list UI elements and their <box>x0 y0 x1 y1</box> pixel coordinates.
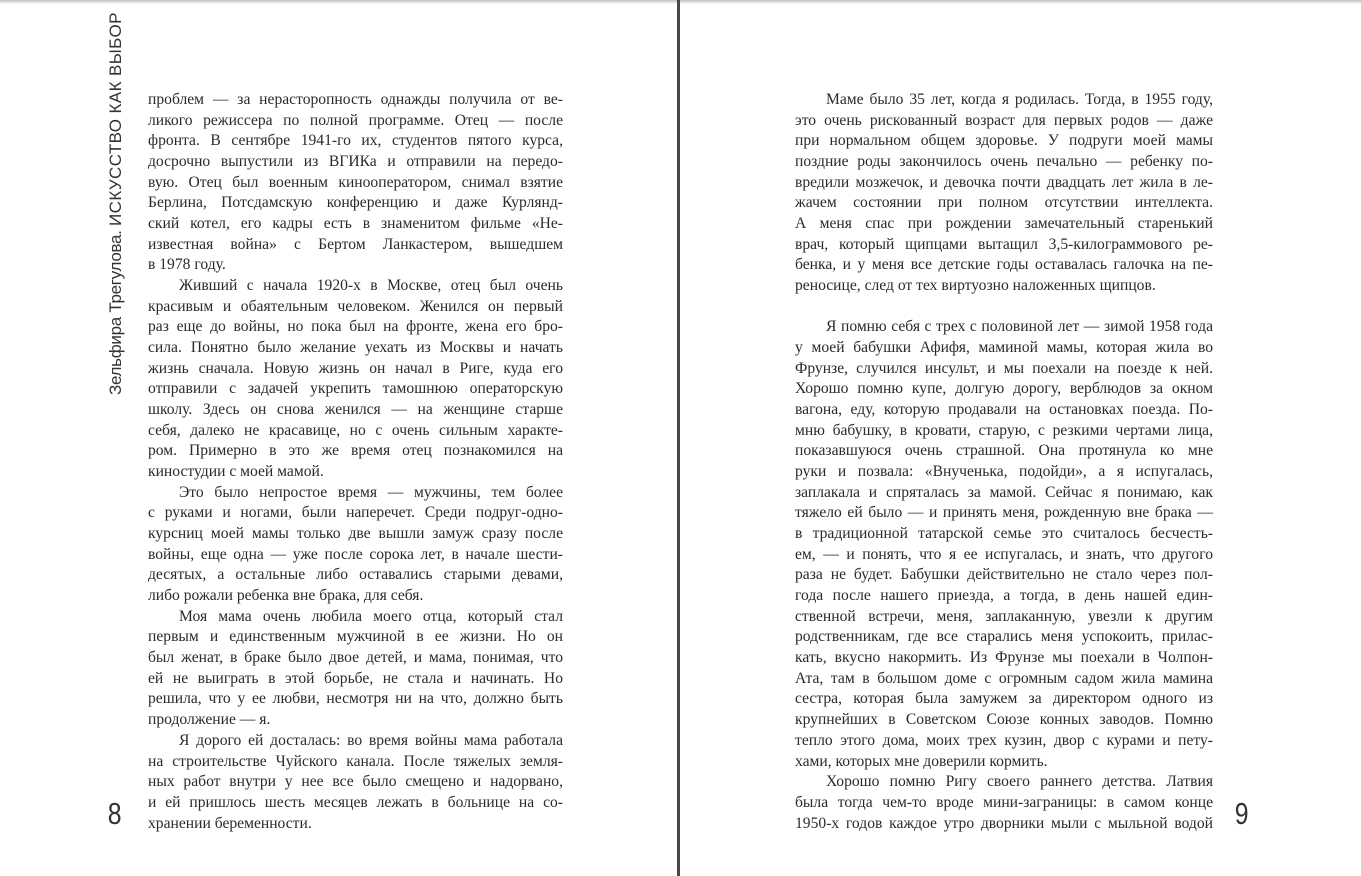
text-line: года после нашего приезда, а тогда, в день нашей един- <box>795 587 1213 605</box>
text-line: Хорошо помню Ригу своего раннего детства. Латвия <box>826 773 1213 791</box>
page-number-right: 9 <box>1234 796 1249 831</box>
text-line: показавшуюся очень страшной. Она протянула ко мне <box>795 442 1213 460</box>
paragraph <box>795 317 1213 772</box>
text-line: вредили мозжечок, и девочка почти двадцать лет жила в ле- <box>795 173 1213 191</box>
text-line: Живший с начала 1920-х в Москве, отец был очень <box>179 277 563 295</box>
right-page <box>680 0 1361 876</box>
text-line: и ей пришлось шесть месяцев лежать в больнице на со- <box>148 793 563 811</box>
text-line: известная война» с Бертом Ланкастером, вышедшем <box>148 235 563 253</box>
text-line: кать, вкусно накормить. Из Фрунзе мы поехали в Чолпон- <box>795 649 1213 667</box>
text-line: ликого режиссера по полной программе. Отец — после <box>148 111 563 129</box>
text-line: Это было непростое время — мужчины, тем более <box>179 483 563 501</box>
left-page <box>0 0 677 876</box>
text-line: Фрунзе, случился инсульт, и мы поехали на поезде к ней. <box>795 359 1213 377</box>
text-line: ский котел, его кадры есть в знаменитом фильме «Не- <box>148 215 563 233</box>
text-line: руки и позвала: «Внученька, подойди», а я испугалась, <box>795 463 1213 481</box>
text-line: был женат, в браке было двое детей, и мама, понимая, что <box>148 649 563 667</box>
running-head-title: ИСКУССТВО КАК ВЫБОР <box>106 12 125 226</box>
paragraph <box>148 276 563 483</box>
text-line: ем, — и понять, что я ее испугалась, и знать, что другого <box>795 545 1213 563</box>
text-line: бенка, и у меня все детские годы оставалась галочка на пе- <box>795 256 1213 274</box>
text-line: Я помню себя с трех с половиной лет — зимой 1958 года <box>826 318 1213 336</box>
text-line: десятых, а остальные либо оставались старыми девами, <box>148 566 563 584</box>
paragraph <box>148 607 563 731</box>
text-line: раз еще до войны, но пока был на фронте, жена его бро- <box>148 318 563 336</box>
text-line: Маме было 35 лет, когда я родилась. Тогда, в 1955 году, <box>826 91 1213 108</box>
text-line: это очень рискованный возраст для первых родов — даже <box>795 111 1213 129</box>
running-head <box>106 12 126 395</box>
text-line: хами, которых мне доверили кормить. <box>795 752 1048 770</box>
paragraph <box>148 90 563 276</box>
text-line: первым и единственным мужчиной в ее жизни. Но он <box>148 628 563 646</box>
text-line: себя, далеко не красавице, но с очень сильным характе- <box>148 421 563 439</box>
text-line: Я дорого ей досталась: во время войны мама работала <box>179 731 563 749</box>
text-line: продолжение — я. <box>148 711 271 729</box>
text-line: поздние роды закончилось очень печально — ребенку по- <box>795 153 1213 171</box>
text-line: сила. Понятно было желание уехать из Москвы и начать <box>148 339 563 357</box>
text-line: отправили с задачей укрепить тамошнюю операторскую <box>148 380 563 398</box>
running-head-author: Зельфира Трегулова. <box>106 230 125 395</box>
paragraph <box>148 483 563 607</box>
paragraph <box>795 772 1213 834</box>
text-line: досрочно выпустили из ВГИКа и отправили на передо- <box>148 153 563 171</box>
text-line: сестра, которая была замужем за директором одного из <box>795 690 1213 708</box>
text-line: Моя мама очень любила моего отца, который стал <box>179 607 563 625</box>
text-line: хранении беременности. <box>148 814 312 832</box>
text-line: курсниц моей мамы только две вышли замуж сразу после <box>148 525 563 543</box>
paragraph-spacer <box>795 297 1213 318</box>
left-page-text <box>148 90 563 834</box>
text-line: врач, который щипцами вытащил 3,5-килограммового ре- <box>795 235 1213 253</box>
text-line: А меня спас при рождении замечательный старенький <box>795 215 1213 233</box>
text-line: была тогда чем-то вроде мини-заграницы: в самом конце <box>795 793 1213 811</box>
text-line: раза не будет. Бабушки действительно не стало через пол- <box>795 566 1213 584</box>
page-number-left: 8 <box>107 796 122 831</box>
text-line: либо рожали ребенка вне брака, для себя. <box>148 587 424 605</box>
text-line: с руками и ногами, были наперечет. Среди подруг-одно- <box>148 504 563 522</box>
right-page-text <box>795 90 1213 834</box>
text-line: проблем — за нерасторопность однажды получила от ве- <box>148 91 563 108</box>
text-line: ных работ внутри у нее все было смещено и надорвано, <box>148 773 563 791</box>
paragraph <box>148 731 563 834</box>
text-line: школу. Здесь он снова женился — на женщине старше <box>148 401 563 419</box>
text-line: вагона, еду, которую продавали на остановках поезда. По- <box>795 401 1213 419</box>
text-line: мню бабушку, в кровати, старую, с резкими чертами лица, <box>795 421 1213 439</box>
text-line: жачем состоянии при полном отсутствии интеллекта. <box>795 194 1213 212</box>
text-line: фронта. В сентябре 1941-го их, студентов пятого курса, <box>148 132 563 150</box>
text-line: ей не выиграть в этой борьбе, не стала и начинать. Но <box>148 669 563 687</box>
text-line: в традиционной татарской семье это считалось бесчесть- <box>795 525 1213 543</box>
text-line: киностудии с моей мамой. <box>148 463 324 481</box>
text-line: ственной встречи, меня, заплаканную, увезли к другим <box>795 607 1213 625</box>
text-line: войны, еще одна — уже после сорока лет, в начале шести- <box>148 545 563 563</box>
text-line: у моей бабушки Афифя, маминой мамы, которая жила во <box>795 339 1213 357</box>
text-line: ром. Примерно в это же время отец познакомился на <box>148 442 563 460</box>
text-line: вую. Отец был военным кинооператором, снимал взятие <box>148 173 563 191</box>
text-line: тяжело ей было — и принять меня, рожденную вне брака — <box>795 504 1213 522</box>
text-line: решила, что у ее любви, несмотря ни на что, должно быть <box>148 690 563 708</box>
text-line: тепло этого дома, моих трех кузин, двор с курами и пету- <box>795 731 1213 749</box>
text-line: 1950-х годов каждое утро дворники мыли с мыльной водой <box>795 814 1213 832</box>
text-line: крупнейших в Советском Союзе конных заводов. Помню <box>795 711 1213 729</box>
text-line: жизнь сначала. Новую жизнь он начал в Риге, куда его <box>148 359 563 377</box>
text-line: Берлина, Потсдамскую конференцию и даже Курлянд- <box>148 194 563 212</box>
text-line: при нормальном общем здоровье. У подруги моей мамы <box>795 132 1213 150</box>
text-line: Ата, там в большом доме с огромным садом жила мамина <box>795 669 1213 687</box>
text-line: в 1978 году. <box>148 256 226 274</box>
text-line: на строительстве Чуйского канала. После тяжелых земля- <box>148 752 563 770</box>
text-line: заплакала и спряталась за мамой. Сейчас я понимаю, как <box>795 483 1213 501</box>
text-line: родственникам, где все старались меня успокоить, прилас- <box>795 628 1213 646</box>
text-line: Хорошо помню купе, долгую дорогу, верблюдов за окном <box>795 380 1213 398</box>
text-line: реносице, след от тех виртуозно наложенных щипцов. <box>795 277 1156 295</box>
paragraph <box>795 90 1213 297</box>
text-line: красивым и обаятельным человеком. Женился он первый <box>148 297 563 315</box>
